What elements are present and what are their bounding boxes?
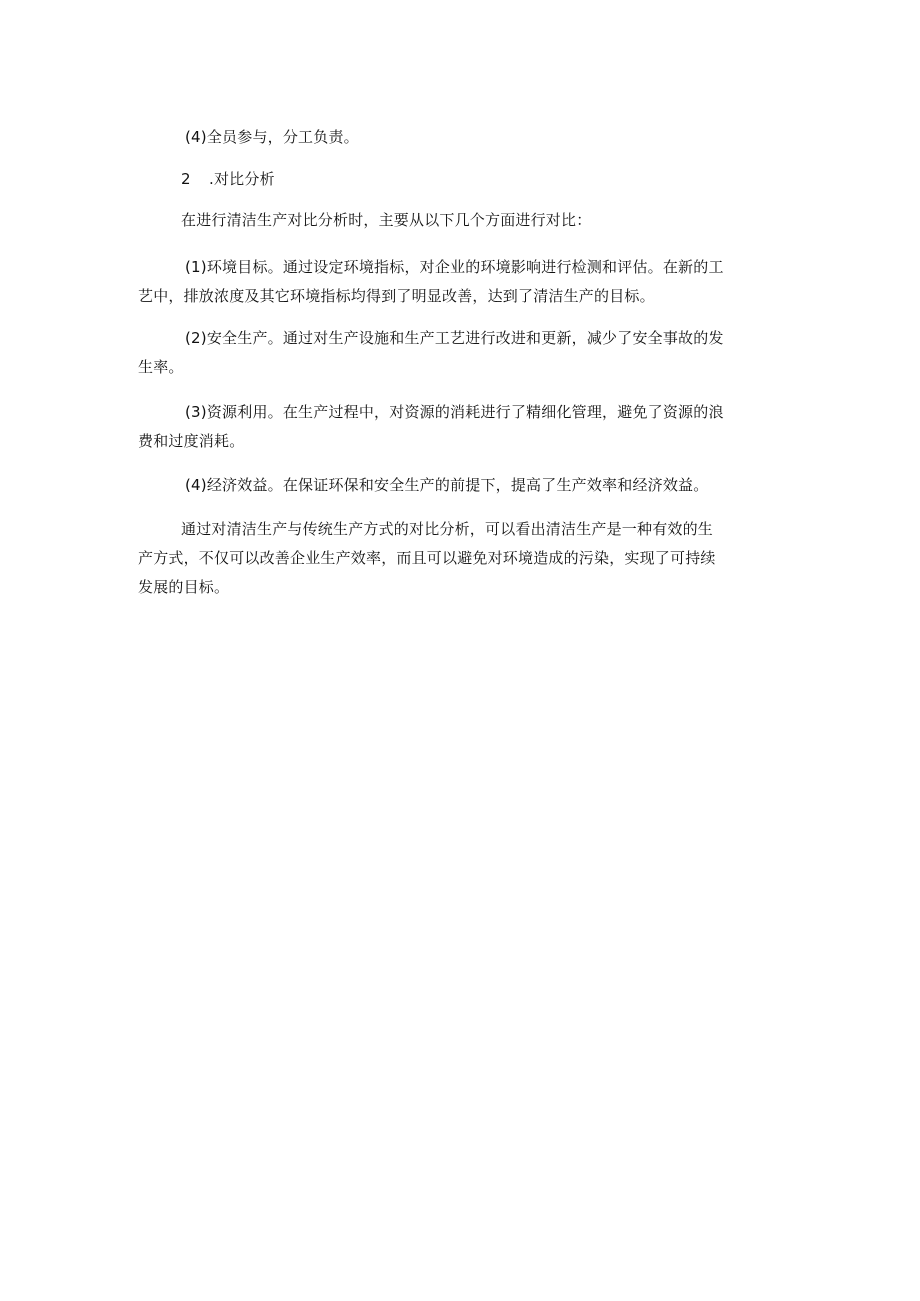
summary-line-3: 发展的目标。 (138, 578, 230, 596)
summary-line-1: 通过对清洁生产与传统生产方式的对比分析，可以看出清洁生产是一种有效的生 (181, 520, 714, 538)
list-item-participation: (4)全员参与，分工负责。 (185, 128, 359, 146)
safety-production-line-1: (2)安全生产。通过对生产设施和生产工艺进行改进和更新，减少了安全事故的发 (185, 329, 724, 347)
section-number: 2 (181, 170, 191, 188)
safety-production-line-2: 生率。 (138, 358, 184, 376)
resource-use-line-2: 费和过度消耗。 (138, 432, 245, 450)
section-heading (181, 166, 833, 193)
intro-paragraph: 在进行清洁生产对比分析时，主要从以下几个方面进行对比： (181, 211, 592, 229)
environment-goal-line-2: 艺中，排放浓度及其它环境指标均得到了明显改善，达到了清洁生产的目标。 (138, 287, 655, 305)
environment-goal-line-1: (1)环境目标。通过设定环境指标，对企业的环境影响进行检测和评估。在新的工 (185, 258, 724, 276)
economic-benefit-line: (4)经济效益。在保证环保和安全生产的前提下，提高了生产效率和经济效益。 (185, 476, 709, 494)
resource-use-line-1: (3)资源利用。在生产过程中，对资源的消耗进行了精细化管理，避免了资源的浪 (185, 403, 724, 421)
section-title: .对比分析 (209, 170, 275, 188)
summary-line-2: 产方式，不仅可以改善企业生产效率，而且可以避免对环境造成的污染，实现了可持续 (138, 549, 716, 567)
